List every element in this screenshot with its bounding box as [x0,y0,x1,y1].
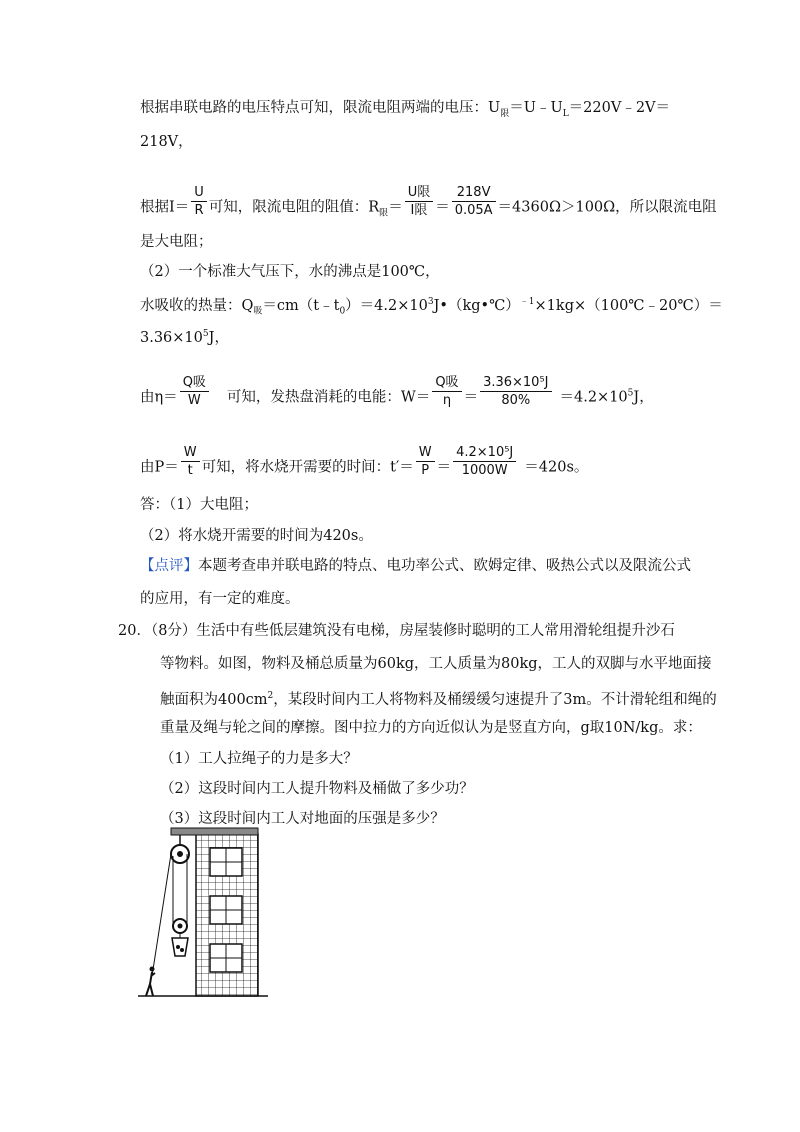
denominator: t [187,463,193,478]
text: 的应用，有一定的难度。 [140,591,300,607]
text: ＝220V﹣2V＝ [568,100,671,116]
numerator: W [416,444,435,462]
superscript: ﹣1 [519,297,535,307]
text: （2）将水烧开需要的时间为420s。 [140,528,373,544]
text: 重量及绳与轮之间的摩擦。图中拉力的方向近似认为是竖直方向，g取10N/kg。求： [160,720,702,736]
text: 触面积为400cm [160,691,268,708]
numerator: 4.2×10⁵J [453,444,516,462]
text: （1）工人拉绳子的力是多大？ [160,751,358,767]
text: ＝4360Ω＞100Ω，所以限流电阻 [497,199,717,216]
comment-tag: 【点评】 [140,558,198,574]
superscript: 3 [427,297,434,307]
text: J•（kg•℃） [433,297,520,314]
text: （2）这段时间内工人提升物料及桶做了多少功？ [160,781,474,797]
text: 由η＝ [140,389,178,406]
subscript: L [562,108,569,119]
fraction [191,184,207,219]
denominator: 0.05A [454,203,493,218]
text: ）＝4.2×10 [345,297,428,314]
text: 水吸收的热量：Q [140,297,254,314]
numerator: Q吸 [180,374,209,392]
text: 根据I＝ [140,199,190,216]
text: 可知，限流电阻的阻值：R [208,199,380,216]
subscript: 吸 [253,306,263,317]
text: ＝4.2×10 [559,389,628,406]
text: ，某段时间内工人将物料及桶缓缓匀速提升了3m。不计滑轮组和绳的 [273,691,717,708]
text: ＝ [388,199,403,216]
fraction [480,374,551,409]
text: ＝U﹣U [509,100,563,116]
text-line [140,292,723,322]
numerator: Q吸 [432,374,461,392]
numerator: 3.36×10⁵J [480,374,551,392]
text: ×1kg×（100℃﹣20℃）＝ [534,297,723,314]
sub-question [160,779,474,799]
superscript: 5 [202,329,209,339]
comment-line [140,556,691,576]
fraction [432,374,461,409]
subscript: 0 [339,306,346,317]
text-line [140,262,440,282]
sub-question [160,749,358,769]
text-line [140,375,654,415]
text: ＝ [435,199,450,216]
fraction [416,444,435,479]
fraction [181,444,200,479]
numerator: 218V [452,184,496,202]
denominator: P [421,463,430,478]
fraction [452,184,496,219]
text: 本题考查串并联电路的特点、电功率公式、欧姆定律、吸热公式以及限流公式 [198,558,691,574]
text: 等物料。如图，物料及桶总质量为60kg，工人质量为80kg，工人的双脚与水平地面接 [160,656,712,672]
question-number: 20． [118,623,151,639]
fraction [405,184,434,219]
text-line [160,686,717,710]
text-line [160,718,702,738]
text: （8分）生活中有些低层建筑没有电梯，房屋装修时聪明的工人常用滑轮组提升沙石 [150,623,675,639]
text: 可知，发热盘消耗的电能：W＝ [226,389,431,406]
text: 是大电阻； [140,234,213,250]
text: 由P＝ [140,459,179,476]
denominator: η [442,393,452,408]
worker [150,967,155,972]
superscript: 2 [267,691,274,701]
text: 3.36×10 [140,329,203,346]
text: ＝cm（t﹣t [262,297,340,314]
text: J， [208,329,229,346]
superscript: 5 [627,388,634,399]
text-line [140,324,229,348]
text: 218V， [140,134,193,150]
beam [171,828,258,835]
text-line [140,185,717,225]
denominator: I限 [410,203,428,218]
text: 答：（1）大电阻； [140,497,258,513]
question-line [118,621,675,641]
text-line [140,445,589,485]
subscript: 限 [379,208,389,219]
numerator: U限 [405,184,434,202]
text: （3）这段时间内工人对地面的压强是多少？ [160,811,445,827]
text: J， [633,389,654,406]
text: 根据串联电路的电压特点可知，限流电阻两端的电压：U [140,100,501,116]
text-line [140,526,373,546]
denominator: 80% [501,393,531,408]
text-line [140,495,258,515]
rope [152,854,171,976]
denominator: 1000W [461,463,508,478]
text-line [140,589,300,609]
pulley-figure [138,826,268,1001]
numerator: U [191,184,207,202]
fraction [180,374,209,409]
text: （2）一个标准大气压下，水的沸点是100℃， [140,264,440,280]
text: ＝ [463,389,479,406]
denominator: R [194,203,204,218]
text: 可知，将水烧开需要的时间：t′＝ [201,459,414,476]
fraction [453,444,516,479]
text-line [160,654,712,674]
numerator: W [181,444,200,462]
text: ＝ [436,459,452,476]
text-line [140,98,670,124]
text-line [140,132,193,152]
text: ＝420s。 [524,459,589,476]
text-line [140,232,213,252]
subscript: 限 [500,108,510,119]
denominator: W [187,393,201,408]
